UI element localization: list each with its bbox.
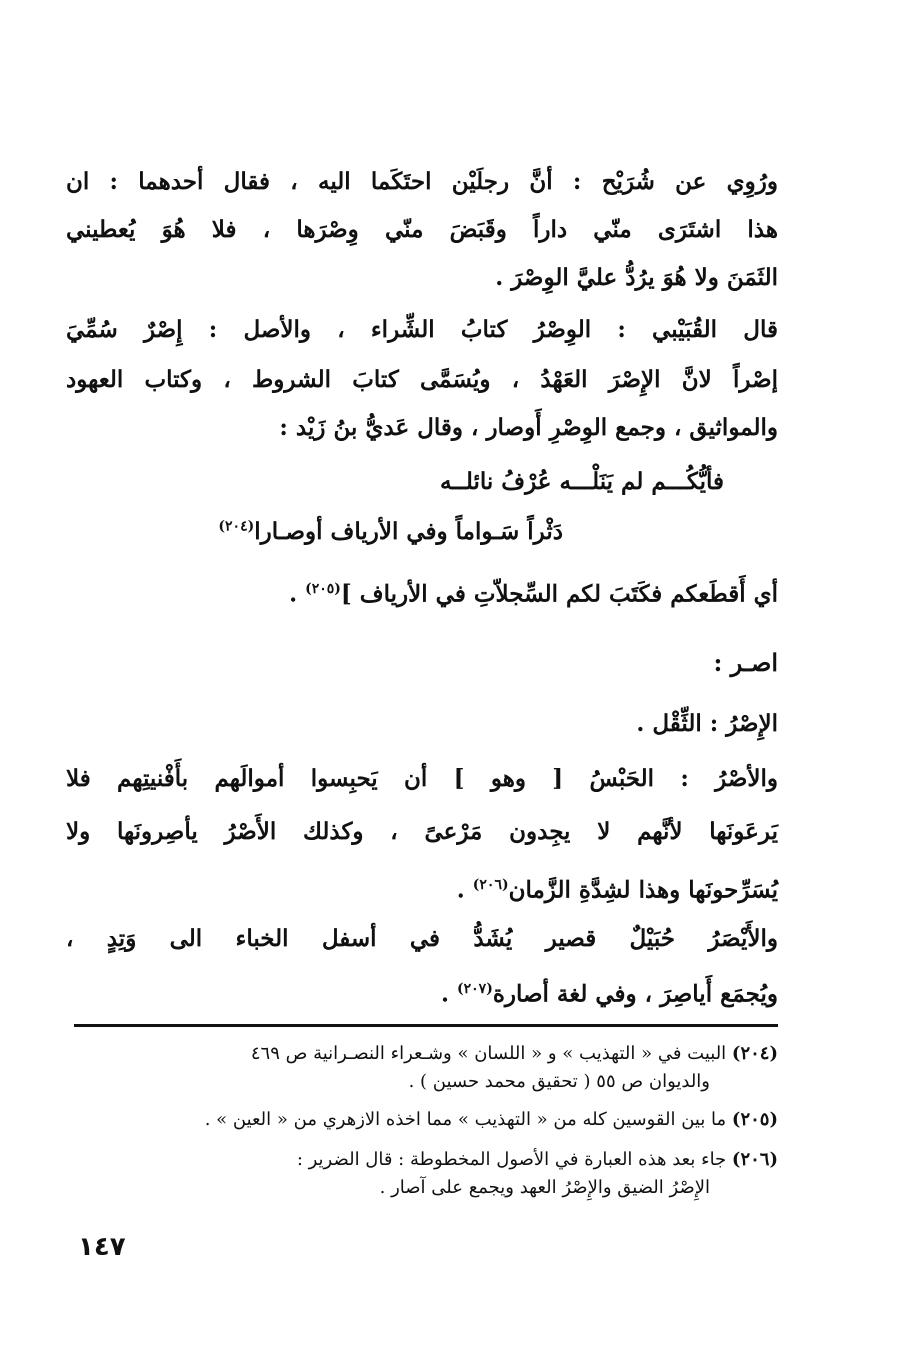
footnote-ref-204: (٢٠٤) — [218, 518, 255, 535]
footnote-206 — [297, 1148, 778, 1172]
footnote-206-line-1: جاء بعد هذه العبارة في الأصول المخطوطة : قال الضرير : — [296, 1149, 727, 1170]
gloss-line — [289, 573, 778, 611]
verse-line-2-text: دَثْراً سَـواماً وفي الأرياف أوصـارا — [254, 518, 563, 545]
entry-paragraph-1-end: . — [456, 876, 473, 904]
footnote-204-line-2-row: والديوان ص ٥٥ ( تحقيق محمد حسين ) . — [408, 1071, 710, 1092]
entry-heading: اصـر : — [713, 648, 778, 677]
paragraph-2-line-2: إصْراً لانَّ الإِصْرَ العَهْدُ ، ويُسَمَّى كتابَ الشروط ، وكتاب العهود — [66, 366, 778, 393]
verse-line-1: فأيُّكُـــم لم يَنَلْـــه عُرْفُ نائلــه — [440, 468, 724, 495]
paragraph-1-line-3: الثَمَنَ ولا هُوَ يرُدُّ عليَّ الوِصْرَ . — [495, 264, 778, 291]
footnote-205-line-1: ما بين القوسين كله من « التهذيب » مما اخذه الازهري من « العين » . — [204, 1109, 727, 1130]
footnote-204-number: (٢٠٤) — [731, 1043, 778, 1064]
gloss-end: . — [289, 580, 306, 608]
entry-paragraph-2-line-2 — [441, 973, 778, 1011]
footnote-205-number: (٢٠٥) — [731, 1109, 778, 1130]
paragraph-1-line-2: هذا اشتَرَى منّي داراً وقَبَضَ منّي وِصْرَها ، فلا هُوَ يُعطيني — [66, 216, 778, 243]
verse-line-2 — [218, 518, 563, 545]
entry-paragraph-1-line-1: والأصْرُ : الحَبْسُ [ وهو ] أن يَحبِسوا أموالَهم بأَفْنيتِهم فلا — [66, 765, 778, 792]
footnote-204 — [251, 1042, 778, 1066]
entry-paragraph-2-line-2-text: ويُجمَع أَياصِرَ ، وفي لغة أصارة — [492, 980, 778, 1008]
footnote-206-line-2-row: الإِصْرُ الضيق والإِصْرُ العهد ويجمع على آصار . — [379, 1177, 710, 1198]
entry-paragraph-2-end: . — [441, 980, 458, 1008]
paragraph-2-line-1: قال القُبَيْبي : الوِصْرُ كتابُ الشِّراء ، والأصل : إِصْرٌ سُمِّيَ — [66, 316, 778, 343]
gloss-text: أي أَقطَعكم فكَتَبَ لكم السِّجلاّتِ في الأرياف ] — [340, 580, 778, 608]
entry-paragraph-1-line-3-text: يُسَرِّحونَها وهذا لشِدَّةِ الزَّمان — [508, 876, 778, 904]
footnote-ref-205: (٢٠٥) — [305, 581, 341, 597]
paragraph-1-line-1: ورُوِي عن شُرَيْح : أنَّ رجلَيْن احتَكَما اليه ، فقال أحدهما : ان — [66, 168, 778, 195]
entry-paragraph-1-line-2: يَرعَونَها لأنَّهم لا يجِدون مَرْعىً ، وكذلك الأَصْرُ يأصِرونَها ولا — [66, 818, 778, 845]
footnote-204-line-1: البيت في « التهذيب » و « اللسان » وشـعراء النصـرانية ص ٤٦٩ — [250, 1043, 727, 1064]
entry-paragraph-2-line-1: والأَيْصَرُ حُبَيْلٌ قصير يُشَدُّ في أسفل الخباء الى وَتِدٍ ، — [66, 925, 778, 952]
footnote-206-number: (٢٠٦) — [731, 1149, 778, 1170]
footnote-ref-206: (٢٠٦) — [472, 877, 509, 893]
page-number: ١٤٧ — [78, 1232, 126, 1262]
footnote-separator — [74, 1024, 778, 1027]
definition-line: الإِصْرُ : الثِّقْل . — [636, 710, 778, 737]
entry-paragraph-1-line-3 — [457, 869, 778, 907]
footnote-205 — [205, 1108, 778, 1132]
footnote-ref-207: (٢٠٧) — [457, 981, 493, 997]
paragraph-2-line-3: والمواثيق ، وجمع الوِصْرِ أَوصار ، وقال عَديُّ بنُ زَيْد : — [279, 414, 778, 441]
